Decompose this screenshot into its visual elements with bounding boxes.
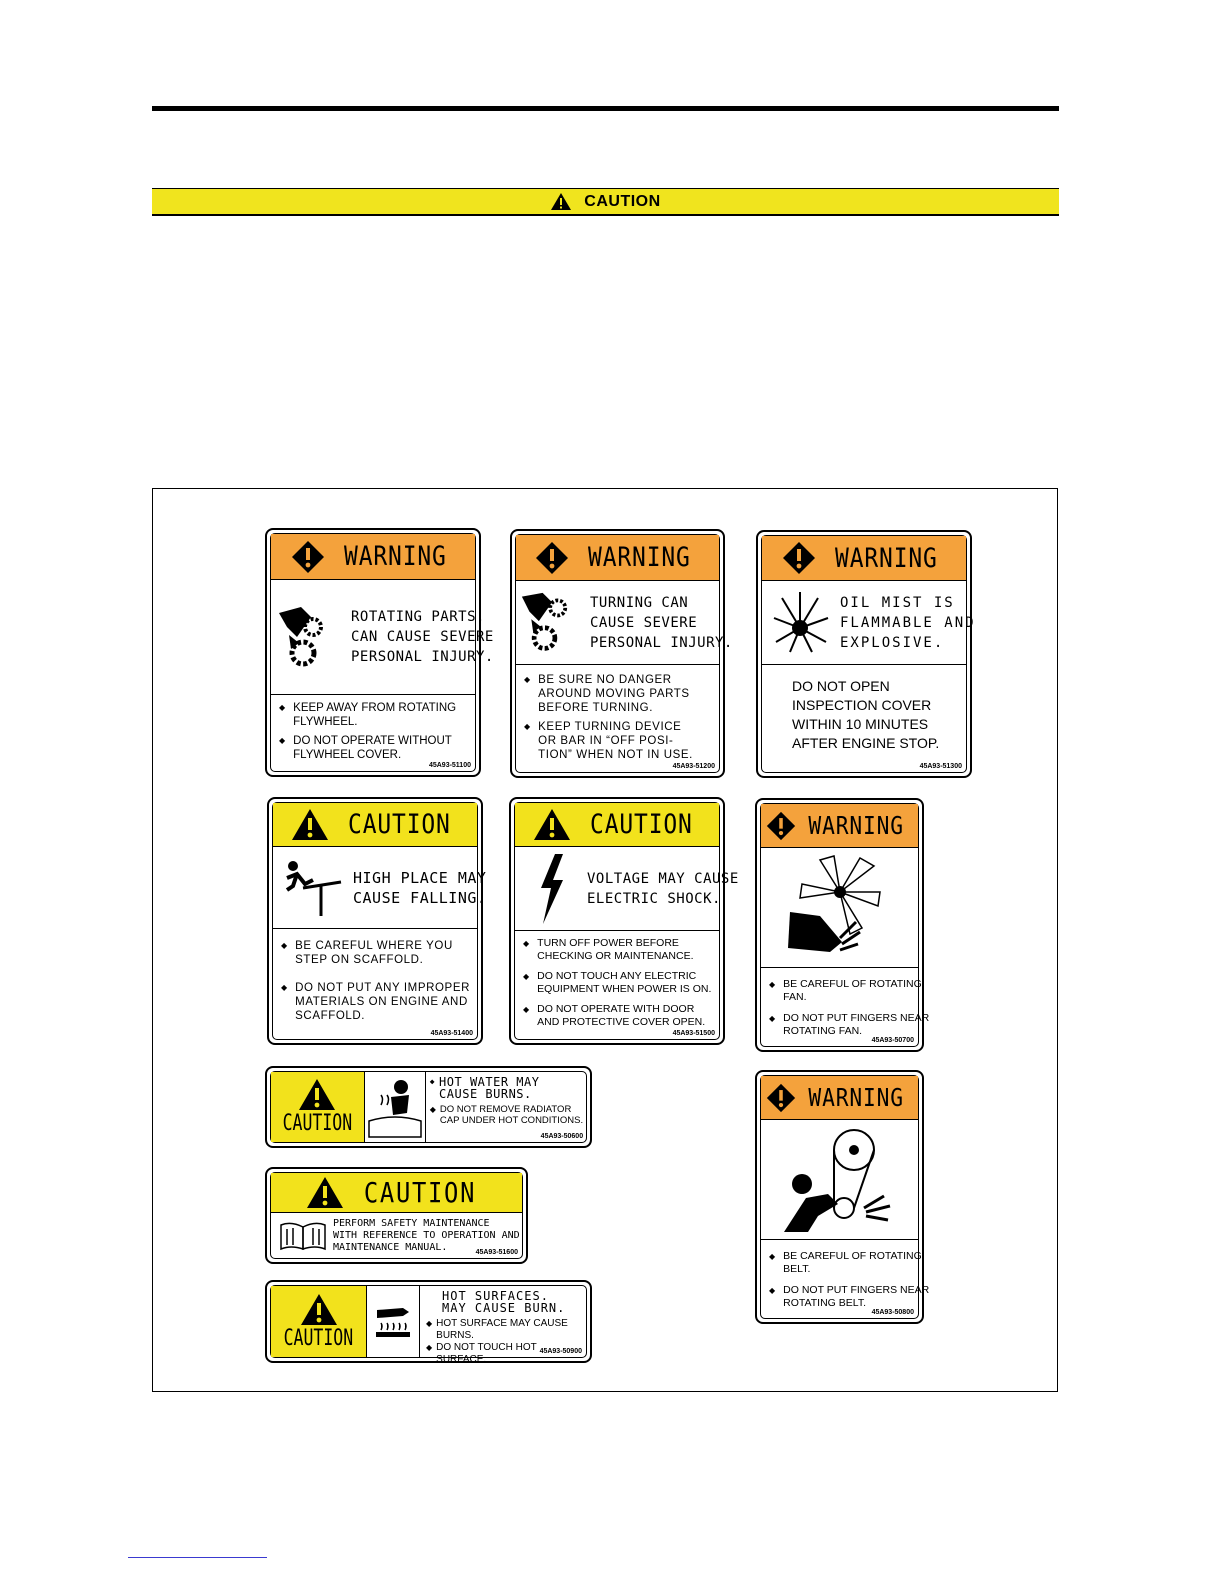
footer-link-underline[interactable] <box>128 1557 267 1558</box>
bullet-1: BE SURE NO DANGER AROUND MOVING PARTS BEFORE TURNING. <box>538 674 690 714</box>
part-code: 45A93-51200 <box>672 763 715 770</box>
bullet-1: HOT SURFACE MAY CAUSE BURNS. <box>436 1318 568 1341</box>
label-body: DO NOT OPEN INSPECTION COVER WITHIN 10 MINUTES AFTER ENGINE STOP. <box>792 678 940 751</box>
label-turning: WARNING TURNING CAN CAUSE SEVERE PERSONAL INJURY. ◆ BE SURE NO DANGER AROUND MOVING PARTS BEFORE TURNING. ◆ KEEP TURNING DEVICE OR BAR IN “OFF POSI- TION” WHEN NOT IN USE. 45A93-51200 <box>510 529 725 778</box>
falling-person-icon <box>283 858 343 918</box>
caution-banner <box>152 188 1059 216</box>
part-code: 45A93-51100 <box>428 762 471 769</box>
label-high-place: CAUTION HIGH PLACE MAY CAUSE FALLING. ◆ BE CAREFUL WHERE YOU STEP ON SCAFFOLD. ◆ DO NOT PUT ANY IMPROPER MATERIALS ON ENGINE AND SCAFFOLD. 45A93-51400 <box>267 797 483 1045</box>
caution-banner-label: CAUTION <box>584 192 661 210</box>
label-oil-mist <box>756 530 976 778</box>
label-rotating-parts: WARNING ROTATING PARTS. CAN CAUSE SEVERE PERSONAL INJURY. ◆ KEEP AWAY FROM ROTATING FLYWHEEL. ◆ DO NOT OPERATE WITHOUT FLYWHEEL COVER. 45A93-51100 <box>265 528 481 777</box>
warning-diamond-icon <box>766 1083 796 1113</box>
gear-hand-icon <box>277 597 347 677</box>
label-message: ROTATING PARTS. CAN CAUSE SEVERE PERSONAL INJURY. <box>351 609 494 665</box>
label-hot-surfaces: CAUTION HOT SURFACES. MAY CAUSE BURN. ◆ HOT SURFACE MAY CAUSE BURNS. ◆ DO NOT TOUCH HOT SURFACE. 45A93-50900 <box>265 1280 592 1363</box>
part-code: 45A93-50600 <box>540 1133 584 1140</box>
explosion-icon <box>770 588 832 658</box>
part-code: 45A93-50700 <box>871 1037 914 1044</box>
bullet-2: DO NOT OPERATE WITHOUT FLYWHEEL COVER. <box>293 735 452 761</box>
label-message: HIGH PLACE MAY CAUSE FALLING. <box>353 868 487 907</box>
bullet-2: DO NOT PUT ANY IMPROPER MATERIALS ON ENGINE AND SCAFFOLD. <box>295 982 470 1022</box>
label-word: WARNING <box>588 542 691 573</box>
label-word: CAUTION <box>589 809 693 840</box>
headline: HOT SURFACES. MAY CAUSE BURN. <box>442 1289 566 1315</box>
hot-surface-hand-icon <box>373 1304 413 1340</box>
label-word: CAUTION <box>283 1326 354 1351</box>
label-word: CAUTION <box>347 809 451 840</box>
rotating-fan-icon <box>780 852 900 964</box>
bullet-1: BE CAREFUL OF ROTATING BELT. <box>783 1250 922 1275</box>
radiator-steam-icon <box>365 1075 425 1139</box>
label-word: CAUTION <box>282 1111 353 1136</box>
manual-book-icon <box>279 1221 327 1251</box>
bullet-2: DO NOT PUT FINGERS NEAR ROTATING FAN. <box>783 1012 930 1037</box>
warning-diamond-icon <box>291 540 325 574</box>
label-rotating-belt: WARNING ◆ BE CAREFUL OF ROTATING BELT. ◆ DO NOT PUT FINGERS NEAR ROTATING BELT. 45A93-50800 <box>755 1070 924 1324</box>
part-code: 45A93-51400 <box>430 1030 473 1037</box>
bullet-1: BE CAREFUL WHERE YOU STEP ON SCAFFOLD. <box>295 940 453 966</box>
warning-diamond-icon <box>535 541 569 575</box>
bullet-1: KEEP AWAY FROM ROTATING FLYWHEEL. <box>293 702 457 728</box>
rotating-belt-icon <box>778 1124 902 1236</box>
label-message: VOLTAGE MAY CAUSE ELECTRIC SHOCK. <box>587 870 739 907</box>
warning-diamond-icon <box>766 811 796 841</box>
bullet-1: BE CAREFUL OF ROTATING FAN. <box>783 978 922 1003</box>
label-hot-water: CAUTION ◆ HOT WATER MAY CAUSE BURNS. ◆ DO NOT REMOVE RADIATOR CAP UNDER HOT CONDITIONS. 45A93-50600 <box>265 1066 592 1148</box>
bullet-2: DO NOT TOUCH ANY ELECTRIC EQUIPMENT WHEN POWER IS ON. <box>537 970 712 995</box>
label-word: WARNING <box>808 1083 905 1112</box>
label-word: WARNING <box>834 542 938 574</box>
label-read-manual <box>265 1167 528 1264</box>
caution-triangle-icon <box>298 1078 336 1111</box>
bullet-2: DO NOT PUT FINGERS NEAR ROTATING BELT. <box>783 1284 930 1309</box>
lightning-bolt-icon <box>537 854 567 924</box>
part-code: 45A93-50800 <box>871 1309 914 1316</box>
label-rotating-fan: WARNING ◆ BE CAREFUL OF ROTATING FAN. ◆ DO NOT PUT FINGERS NEAR ROTATING FAN. 45A93-50700 <box>755 798 924 1052</box>
caution-triangle-icon <box>300 1293 338 1326</box>
part-code: 45A93-51500 <box>672 1030 715 1037</box>
headline: HOT WATER MAY CAUSE BURNS. <box>439 1075 540 1101</box>
top-rule <box>152 106 1059 111</box>
label-message: PERFORM SAFETY MAINTENANCE WITH REFERENCE TO OPERATION AND MAINTENANCE MANUAL. <box>333 1217 520 1253</box>
label-message: TURNING CAN CAUSE SEVERE PERSONAL INJURY. <box>590 594 733 651</box>
part-code: 45A93-51600 <box>475 1249 518 1256</box>
gear-hand-icon <box>520 585 586 661</box>
bullet-2: KEEP TURNING DEVICE OR BAR IN “OFF POSI- TION” WHEN NOT IN USE. <box>538 721 693 761</box>
label-voltage: CAUTION VOLTAGE MAY CAUSE ELECTRIC SHOCK. ◆ TURN OFF POWER BEFORE CHECKING OR MAINTENANCE. ◆ DO NOT TOUCH ANY ELECTRIC EQUIPMENT WHEN POWER IS ON. ◆ DO NOT OPERATE WITH DOOR AND PROTECTIVE COVER OPEN. 45A93-51500 <box>509 797 725 1045</box>
caution-triangle-icon <box>291 808 329 841</box>
label-word: CAUTION <box>364 1176 477 1209</box>
bullet-1: TURN OFF POWER BEFORE CHECKING OR MAINTENANCE. <box>537 937 694 962</box>
warning-diamond-icon <box>782 541 816 575</box>
label-word: WARNING <box>343 541 447 572</box>
caution-triangle-icon <box>550 192 572 211</box>
bullet-2: DO NOT TOUCH HOT SURFACE. <box>436 1342 537 1365</box>
part-code: 45A93-50900 <box>539 1348 582 1355</box>
label-word: WARNING <box>808 811 905 840</box>
caution-triangle-icon <box>306 1176 344 1209</box>
bullet-3: DO NOT OPERATE WITH DOOR AND PROTECTIVE COVER OPEN. <box>537 1003 706 1028</box>
label-message: OIL MIST IS FLAMMABLE AND EXPLOSIVE. <box>840 594 976 651</box>
part-code: 45A93-51300 <box>919 763 962 770</box>
caution-triangle-icon <box>533 808 571 841</box>
bullet-1: DO NOT REMOVE RADIATOR CAP UNDER HOT CONDITIONS. <box>439 1104 584 1126</box>
